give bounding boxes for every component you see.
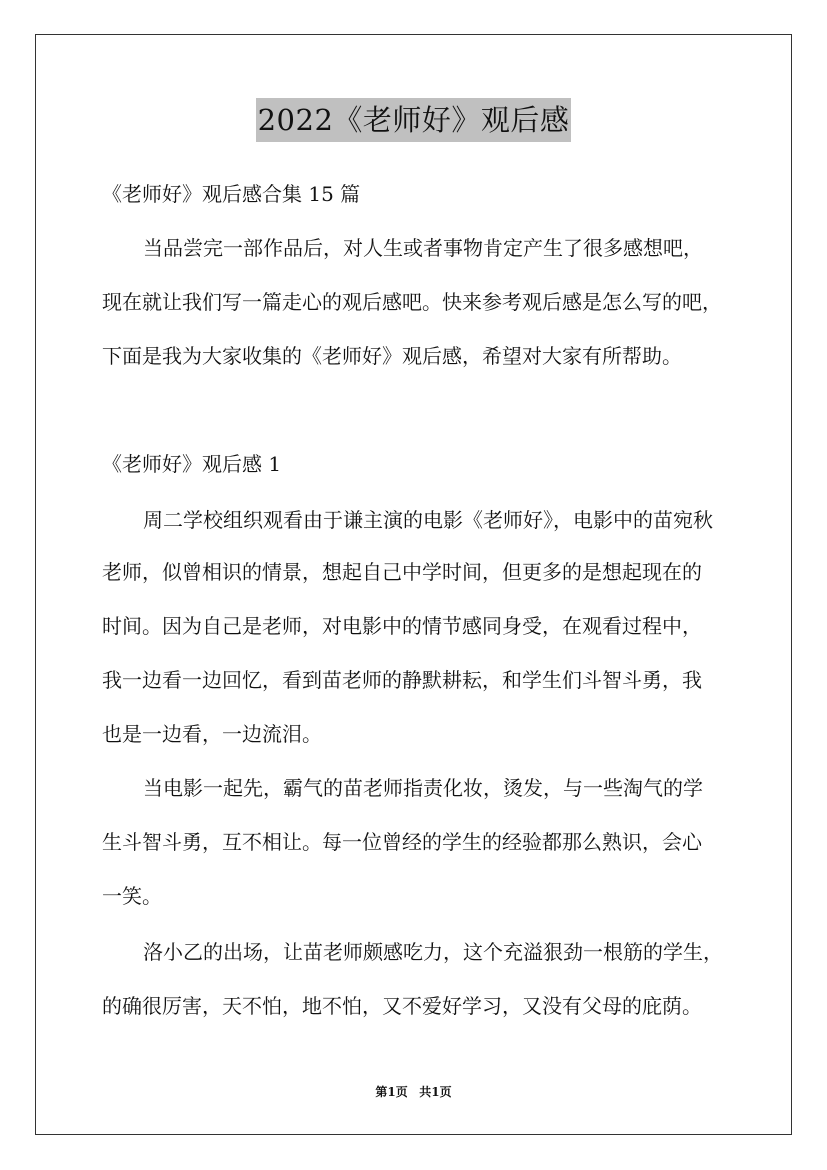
page-footer — [0, 1084, 827, 1100]
intro-line-1: 当品尝完一部作品后，对人生或者事物肯定产生了很多感想吧， — [143, 236, 703, 260]
body-line-7: 生斗智斗勇，互不相让。每一位曾经的学生的经验都那么熟识，会心 — [102, 830, 702, 854]
body-line-4: 我一边看一边回忆，看到苗老师的静默耕耘，和学生们斗智斗勇，我 — [102, 668, 702, 692]
body-line-3: 时间。因为自己是老师，对电影中的情节感同身受，在观看过程中， — [102, 614, 702, 638]
body-line-2: 老师，似曾相识的情景，想起自己中学时间，但更多的是想起现在的 — [102, 560, 702, 584]
page-number: 第1页 — [375, 1085, 408, 1099]
body-line-6: 当电影一起先，霸气的苗老师指责化妆，烫发，与一些淘气的学 — [143, 776, 703, 800]
body-line-1: 周二学校组织观看由于谦主演的电影《老师好》，电影中的苗宛秋 — [143, 508, 713, 532]
body-line-8: 一笑。 — [102, 884, 162, 908]
body-line-5: 也是一边看，一边流泪。 — [102, 722, 322, 746]
body-line-9: 洛小乙的出场，让苗老师颇感吃力，这个充溢狠劲一根筋的学生， — [143, 940, 723, 964]
page-total: 共1页 — [419, 1085, 452, 1099]
document-title: 2022《老师好》观后感 — [256, 98, 572, 142]
body-line-10: 的确很厉害，天不怕，地不怕，又不爱好学习，又没有父母的庇荫。 — [102, 994, 702, 1018]
title-container — [0, 98, 827, 142]
intro-line-3: 下面是我为大家收集的《老师好》观后感，希望对大家有所帮助。 — [102, 344, 682, 368]
section-heading: 《老师好》观后感 1 — [102, 452, 282, 476]
intro-line-2: 现在就让我们写一篇走心的观后感吧。快来参考观后感是怎么写的吧， — [102, 290, 722, 314]
subtitle: 《老师好》观后感合集 15 篇 — [102, 182, 361, 206]
